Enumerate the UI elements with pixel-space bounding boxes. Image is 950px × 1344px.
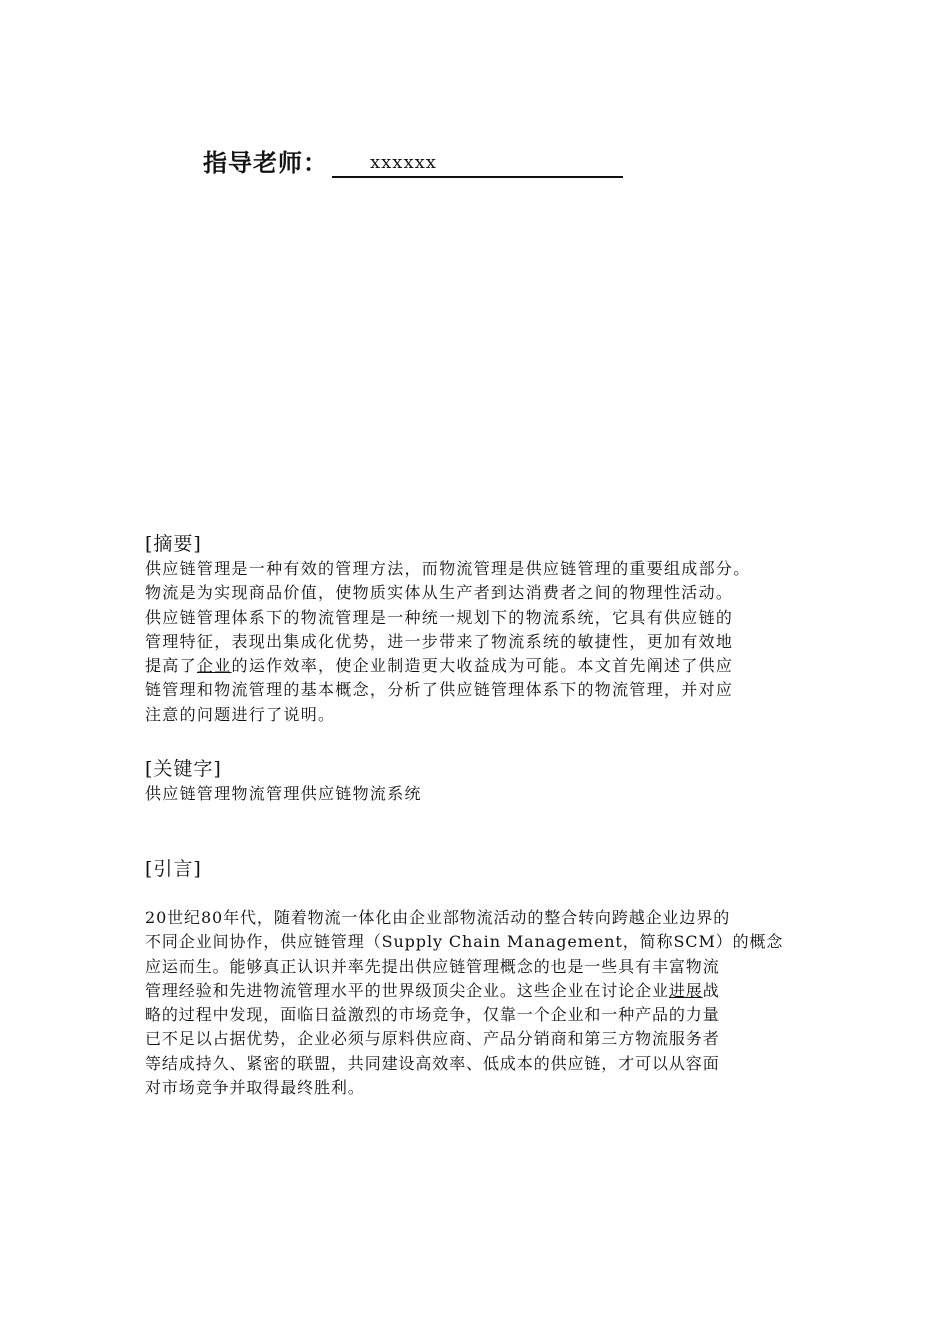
- intro-line: [145, 979, 825, 1003]
- intro-heading: [引言]: [145, 858, 202, 880]
- abstract-section: [145, 531, 825, 727]
- keywords-section: [145, 756, 825, 806]
- intro-line: 20世纪80年代，随着物流一体化由企业部物流活动的整合转向跨越企业边界的: [145, 908, 731, 927]
- intro-line: 应运而生。能够真正认识并率先提出供应链管理概念的也是一些具有丰富物流: [145, 956, 720, 976]
- abstract-line: 注意的问题进行了说明。: [145, 704, 336, 724]
- intro-line: 不同企业间协作，供应链管理（Supply Chain Management，简称SCM）的概念: [145, 932, 784, 952]
- intro-text-fragment: 战: [702, 980, 720, 1000]
- abstract-text: [145, 557, 825, 727]
- intro-section: [145, 906, 825, 1100]
- intro-line: 略的过程中发现，面临日益激烈的市场竞争，仅靠一个企业和一种产品的力量: [145, 1005, 720, 1025]
- intro-line: 对市场竞争并取得最终胜利。: [145, 1078, 365, 1098]
- advisor-name-field: xxxxxx: [332, 150, 623, 178]
- keywords-heading: [关键字]: [145, 758, 222, 780]
- advisor-line: [203, 142, 623, 178]
- abstract-heading: [摘要]: [145, 533, 202, 555]
- intro-line: 已不足以占据优势，企业必须与原料供应商、产品分销商和第三方物流服务者: [145, 1029, 720, 1049]
- intro-text-fragment: 管理经验和先进物流管理水平的世界级顶尖企业。这些企业在讨论企业: [145, 980, 669, 1000]
- abstract-line: 物流是为实现商品价值，使物质实体从生产者到达消费者之间的物理性活动。: [145, 583, 734, 603]
- abstract-line: 供应链管理是一种有效的管理方法，而物流管理是供应链管理的重要组成部分。: [145, 559, 751, 578]
- abstract-text-fragment: 的运作效率，使企业制造更大收益成为可能。本文首先阐述了供应: [231, 656, 734, 676]
- enterprise-link[interactable]: 企业: [196, 656, 232, 676]
- intro-text: [145, 906, 825, 1100]
- intro-heading-section: [145, 856, 825, 882]
- abstract-line: 管理特征，表现出集成化优势，进一步带来了物流系统的敏捷性，更加有效地: [145, 631, 734, 651]
- abstract-line: 供应链管理体系下的物流管理是一种统一规划下的物流系统，它具有供应链的: [145, 607, 734, 627]
- abstract-line: [145, 654, 825, 678]
- keywords-text: 供应链管理物流管理供应链物流系统: [145, 784, 422, 803]
- abstract-line: 链管理和物流管理的基本概念，分析了供应链管理体系下的物流管理，并对应: [145, 680, 734, 700]
- advisor-label: 指导老师：: [203, 149, 328, 177]
- progress-link[interactable]: 进展: [668, 980, 703, 1000]
- abstract-text-fragment: 提高了: [145, 656, 197, 676]
- intro-line: 等结成持久、紧密的联盟，共同建设高效率、低成本的供应链，才可以从容面: [145, 1053, 720, 1073]
